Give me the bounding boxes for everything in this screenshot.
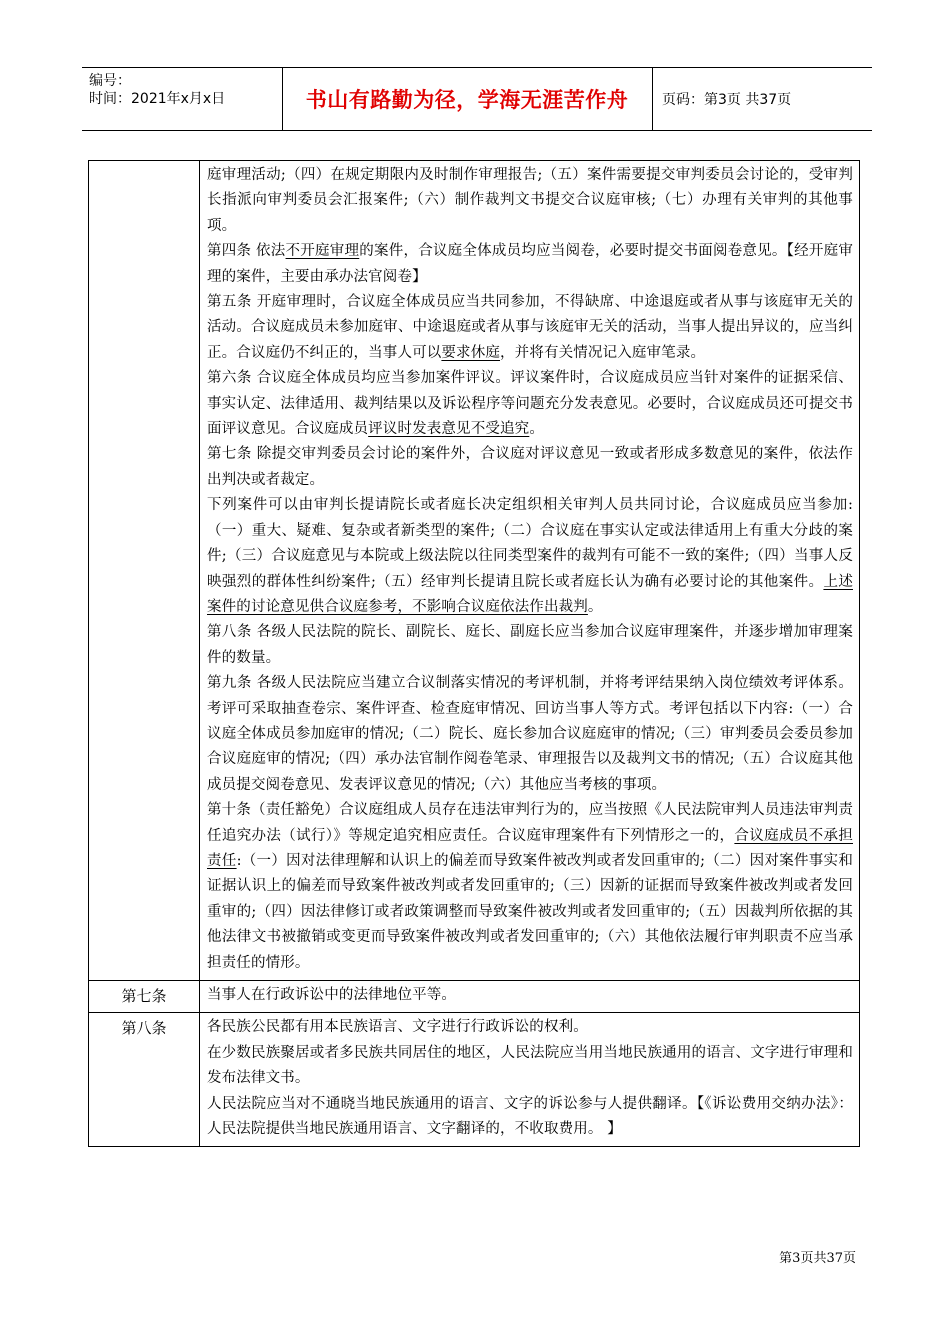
paragraph-text: 第六条 合议庭全体成员均应当参加案件评议。评议案件时，合议庭成员应当针对案件的证据采信、事实认定、法律适用、裁判结果以及诉讼程序等问题充分发表意见。必要时，合议庭成员还可提交书面评议意见。合议庭成员 xyxy=(207,370,853,438)
paragraph-text: 人民法院应当对不通晓当地民族通用的语言、文字的诉讼参与人提供翻译。【《诉讼费用交纳办法》：人民法院提供当地民族通用语言、文字翻译的，不收取费用。 】 xyxy=(207,1095,853,1138)
paragraph-text: 第八条 各级人民法院的院长、副院长、庭长、副庭长应当参加合议庭审理案件，并逐步增加审理案件的数量。 xyxy=(207,624,853,666)
header-meta xyxy=(89,72,284,108)
underlined-text: 要求休庭 xyxy=(441,344,501,361)
article-label-cell xyxy=(89,161,200,981)
document-number-label: 编号： xyxy=(89,73,131,89)
underlined-text: 上述案件的讨论意见供合议庭参考，不影响合议庭依法作出裁判 xyxy=(207,573,853,615)
table-row xyxy=(89,1013,860,1147)
underlined-text: 合议庭成员不承担责任 xyxy=(207,827,853,869)
header-divider xyxy=(652,68,653,130)
article-paragraph xyxy=(207,983,853,1008)
article-paragraph xyxy=(207,239,853,290)
law-article-table xyxy=(88,160,860,1147)
paragraph-text: 第九条 各级人民法院应当建立合议制落实情况的考评机制，并将考评结果纳入岗位绩效考评体系。考评可采取抽查卷宗、案件评查、检查庭审情况、回访当事人等方式。考评包括以下内容:（一）合议庭全体成员参加庭审的情况;（二）院长、庭长参加合议庭庭审的情况;（三）审判委员会委员参加合议庭庭审的情况;（四）承办法官制作阅卷笔录、审理报告以及裁判文书的情况;（五）合议庭其他成员提交阅卷意见、发表评议意见的情况;（六）其他应当考核的事项。 xyxy=(207,675,853,793)
article-text-cell xyxy=(200,981,860,1013)
paragraph-text: 。 xyxy=(529,421,544,438)
paragraph-text: 当事人在行政诉讼中的法律地位平等。 xyxy=(207,987,457,1003)
article-text-cell xyxy=(200,1013,860,1147)
article-paragraph xyxy=(207,493,853,620)
article-label-cell: 第七条 xyxy=(89,981,200,1013)
underlined-text: 评议时发表意见不受追究 xyxy=(368,421,530,438)
article-paragraph xyxy=(207,1092,853,1143)
table-row xyxy=(89,981,860,1013)
paragraph-text: 第七条 除提交审判委员会讨论的案件外，合议庭对评议意见一致或者形成多数意见的案件，依法作出判决或者裁定。 xyxy=(207,446,853,488)
paragraph-text: ，并将有关情况记入庭审笔录。 xyxy=(500,344,706,361)
footer-page-number: 第3页共37页 xyxy=(779,1251,856,1266)
article-paragraph xyxy=(207,1015,853,1040)
page-header xyxy=(82,67,872,131)
article-paragraph xyxy=(207,671,853,798)
paragraph-text: 下列案件可以由审判长提请院长或者庭长决定组织相关审判人员共同讨论，合议庭成员应当参加:（一）重大、疑难、复杂或者新类型的案件;（二）合议庭在事实认定或法律适用上有重大分歧的案件;（三）合议庭意见与本院或上级法院以往同类型案件的裁判有可能不一致的案件;（四）当事人反映强烈的群体性纠纷案件;（五）经审判长提请且院长或者庭长认为确有必要讨论的其他案件。 xyxy=(207,497,853,590)
header-page-number: 页码：第3页 共37页 xyxy=(662,92,792,108)
article-paragraph xyxy=(207,366,853,442)
table-row xyxy=(89,161,860,981)
article-paragraph xyxy=(207,442,853,493)
header-motto: 书山有路勤为径，学海无涯苦作舟 xyxy=(305,88,629,112)
paragraph-text: 第十条（责任豁免）合议庭组成人员存在违法审判行为的，应当按照《人民法院审判人员违法审判责任追究办法（试行）》等规定追究相应责任。合议庭审理案件有下列情形之一的， xyxy=(207,802,853,844)
article-paragraph xyxy=(207,798,853,976)
article-paragraph xyxy=(207,620,853,671)
article-paragraph xyxy=(207,163,853,239)
article-text-cell xyxy=(200,161,860,981)
paragraph-text: 。 xyxy=(587,598,603,615)
paragraph-text: 第四条 依法 xyxy=(207,243,286,260)
underlined-text: 不开庭审理 xyxy=(285,243,360,260)
article-paragraph xyxy=(207,1041,853,1092)
paragraph-text: :（一）因对法律理解和认识上的偏差而导致案件被改判或者发回重审的;（二）因对案件事实和证据认识上的偏差而导致案件被改判或者发回重审的;（三）因新的证据而导致案件被改判或者发回重审的;（四）因法律修订或者政策调整而导致案件被改判或者发回重审的;（五）因裁判所依据的其他法律文书被撤销或变更而导致案件被改判或者发回重审的;（六）其他依法履行审判职责不应当承担责任的情形。 xyxy=(207,852,853,971)
article-paragraph xyxy=(207,290,853,366)
paragraph-text: 在少数民族聚居或者多民族共同居住的地区，人民法院应当用当地民族通用的语言、文字进行审理和发布法律文书。 xyxy=(207,1044,853,1087)
article-label-cell: 第八条 xyxy=(89,1013,200,1147)
paragraph-text: 各民族公民都有用本民族语言、文字进行行政诉讼的权利。 xyxy=(207,1019,588,1036)
document-time-label: 时间：2021年x月x日 xyxy=(89,91,226,107)
paragraph-text: 第五条 开庭审理时，合议庭全体成员应当共同参加，不得缺席、中途退庭或者从事与该庭审无关的活动。合议庭成员未参加庭审、中途退庭或者从事与该庭审无关的活动，当事人提出异议的，应当纠正。合议庭仍不纠正的，当事人可以 xyxy=(207,294,853,361)
paragraph-text: 的案件，合议庭全体成员均应当阅卷，必要时提交书面阅卷意见。【经开庭审理的案件，主要由承办法官阅卷】 xyxy=(207,243,854,285)
paragraph-text: 庭审理活动;（四）在规定期限内及时制作审理报告;（五）案件需要提交审判委员会讨论的，受审判长指派向审判委员会汇报案件;（六）制作裁判文书提交合议庭审核;（七）办理有关审判的其他事项。 xyxy=(207,167,853,234)
